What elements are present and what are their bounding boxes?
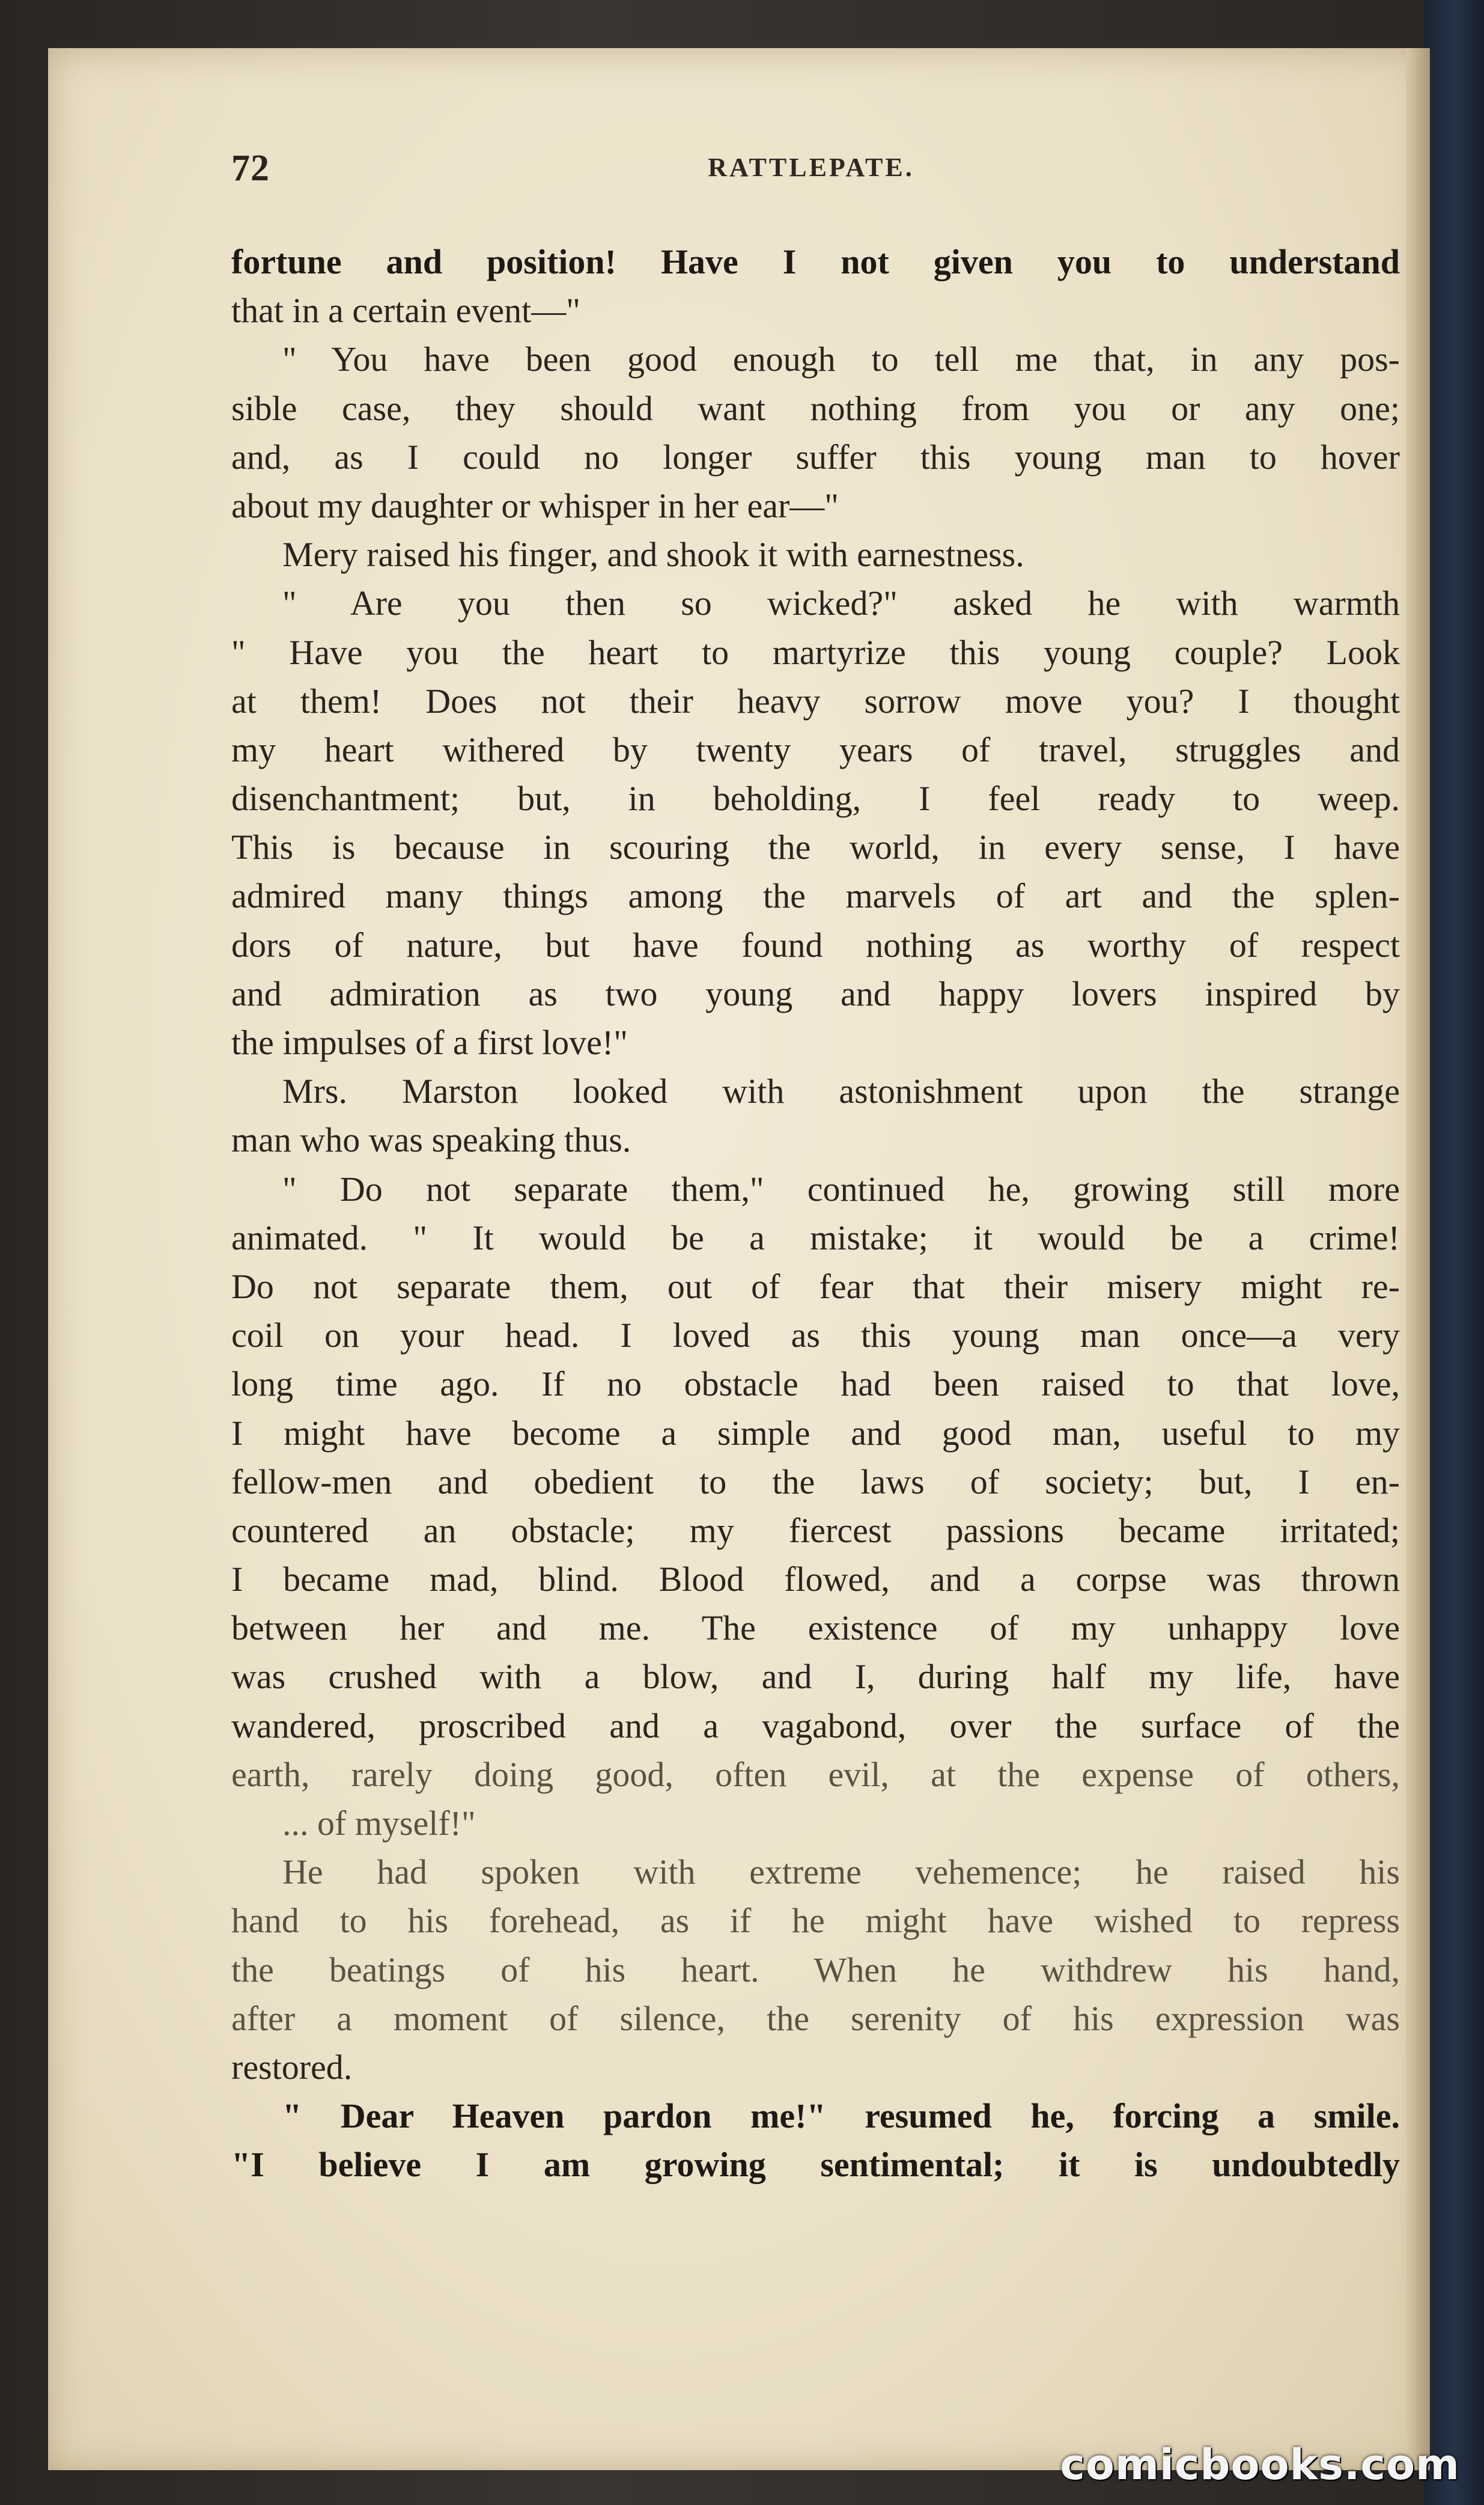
text-line: dors of nature, but have found nothing as worthy of respect [231, 925, 1400, 965]
text-line: wandered, proscribed and a vagabond, over the surface of the [231, 1706, 1400, 1745]
watermark: comicbooks.com [1060, 2440, 1460, 2489]
text-line: the beatings of his heart. When he withdrew his hand, [231, 1950, 1400, 1989]
text-line: at them! Does not their heavy sorrow move you? I thought [231, 681, 1400, 721]
text-line: "I believe I am growing sentimental; it is undoubtedly [231, 2145, 1400, 2185]
text-line: coil on your head. I loved as this young man once—a very [231, 1316, 1400, 1355]
text-line: admired many things among the marvels of art and the splen- [231, 876, 1400, 916]
text-line: He had spoken with extreme vehemence; he raised his [282, 1852, 1400, 1892]
text-line: animated. " It would be a mistake; it would be a crime! [231, 1218, 1400, 1257]
page-edge [1406, 48, 1430, 2470]
text-line: and, as I could no longer suffer this young man to hover [231, 437, 1400, 477]
text-line: and admiration as two young and happy lovers inspired by [231, 974, 1400, 1013]
text-line: ... of myself!" [282, 1804, 476, 1843]
text-line: the impulses of a first love!" [231, 1023, 628, 1062]
text-line: after a moment of silence, the serenity of his expression was [231, 1998, 1400, 2038]
text-line: I became mad, blind. Blood flowed, and a corpse was thrown [231, 1560, 1400, 1599]
text-line: " You have been good enough to tell me that, in any pos- [282, 340, 1400, 379]
text-line: long time ago. If no obstacle had been raised to that love, [231, 1364, 1400, 1404]
text-line: Mery raised his finger, and shook it with earnestness. [282, 535, 1024, 575]
text-line: Mrs. Marston looked with astonishment upon the strange [282, 1072, 1400, 1111]
text-line: " Do not separate them," continued he, growing still more [282, 1169, 1400, 1209]
text-line: " Are you then so wicked?" asked he with warmth [282, 584, 1400, 623]
text-line: hand to his forehead, as if he might have wished to repress [231, 1901, 1400, 1941]
running-title: RATTLEPATE. [708, 153, 914, 182]
text-line: " Dear Heaven pardon me!" resumed he, forcing a smile. [282, 2096, 1400, 2136]
text-line: that in a certain event—" [231, 291, 580, 331]
text-line: countered an obstacle; my fiercest passions became irritated; [231, 1510, 1400, 1550]
text-line: fortune and position! Have I not given you to understand [231, 242, 1400, 281]
text-line: restored. [231, 2047, 353, 2087]
text-line: disenchantment; but, in beholding, I feel ready to weep. [231, 779, 1400, 819]
running-head [231, 147, 1391, 189]
text-line: This is because in scouring the world, in every sense, I have [231, 828, 1400, 867]
text-line: between her and me. The existence of my unhappy love [231, 1608, 1400, 1648]
text-line: earth, rarely doing good, often evil, at the expense of others, [231, 1754, 1400, 1794]
text-line: Do not separate them, out of fear that their misery might re- [231, 1266, 1400, 1306]
text-line: " Have you the heart to martyrize this young couple? Look [231, 632, 1400, 672]
text-line: I might have become a simple and good man, useful to my [231, 1413, 1400, 1453]
text-line: man who was speaking thus. [231, 1120, 631, 1160]
book-binding [1424, 0, 1484, 2505]
page-number: 72 [231, 148, 270, 189]
text-line: fellow-men and obedient to the laws of society; but, I en- [231, 1462, 1400, 1501]
text-line: about my daughter or whisper in her ear—" [231, 486, 839, 525]
text-line: was crushed with a blow, and I, during half my life, have [231, 1657, 1400, 1697]
body-text [231, 237, 1400, 2189]
text-line: sible case, they should want nothing from you or any one; [231, 388, 1400, 428]
text-line: my heart withered by twenty years of travel, struggles and [231, 730, 1400, 769]
